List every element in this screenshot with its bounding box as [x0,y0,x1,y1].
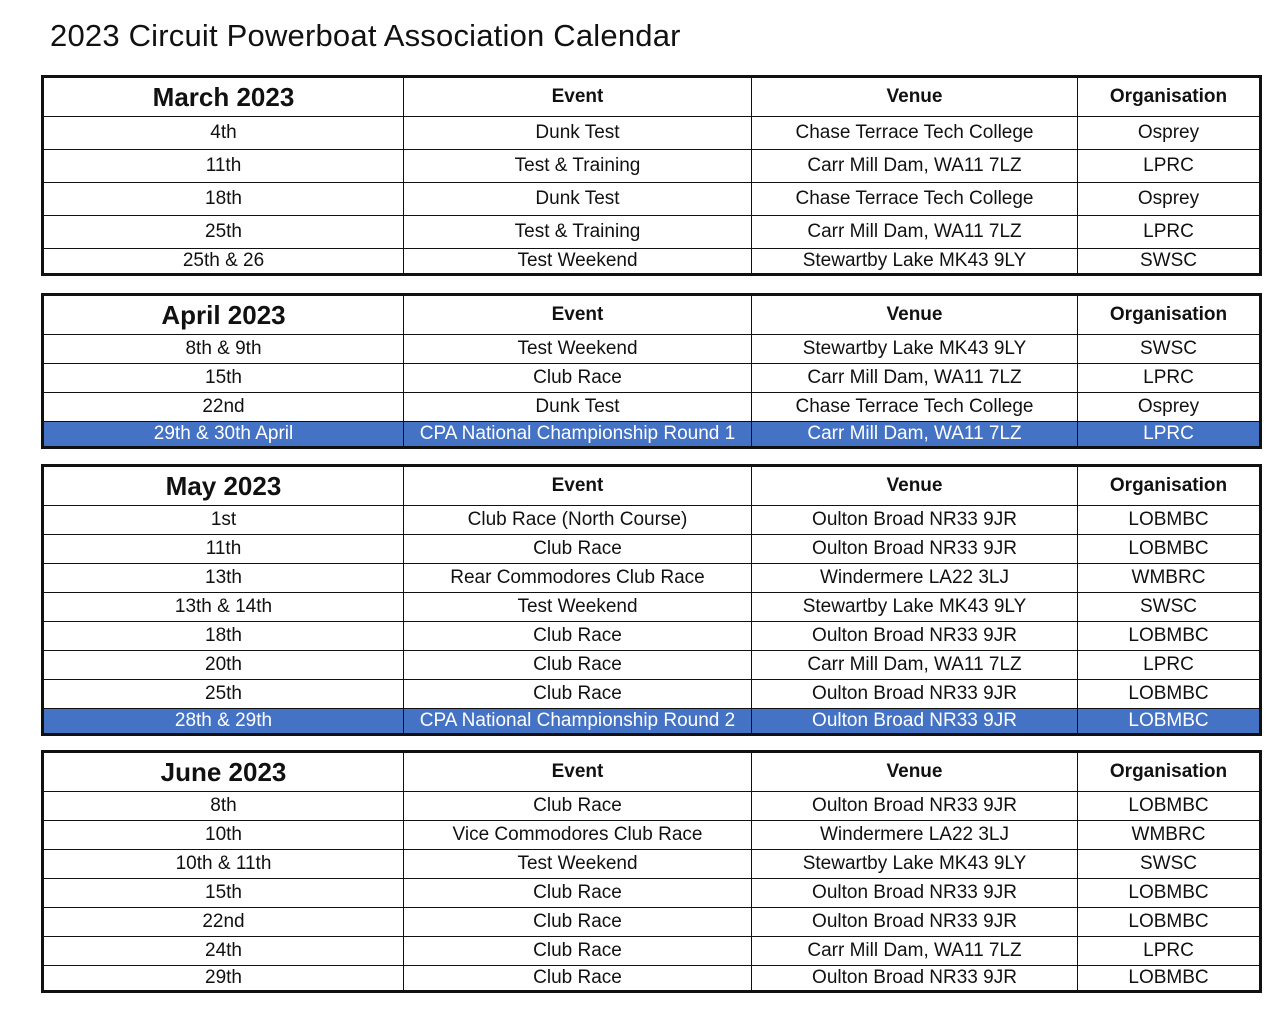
event-cell: Test & Training [404,150,752,183]
date-cell: 8th & 9th [43,335,404,364]
organisation-cell: SWSC [1078,850,1261,879]
date-cell: 29th [43,966,404,992]
date-cell: 15th [43,364,404,393]
event-cell: Club Race [404,680,752,709]
date-cell: 22nd [43,393,404,422]
organisation-cell: LOBMBC [1078,879,1261,908]
month-heading: April 2023 [43,295,404,335]
page-title: 2023 Circuit Powerboat Association Calendar [50,18,681,53]
month-table-march [41,75,1262,276]
column-header-organisation: Organisation [1078,295,1261,335]
table-row [43,535,1261,564]
event-cell: Club Race [404,364,752,393]
organisation-cell: LOBMBC [1078,908,1261,937]
organisation-cell: WMBRC [1078,564,1261,593]
venue-cell: Carr Mill Dam, WA11 7LZ [752,422,1078,448]
venue-cell: Stewartby Lake MK43 9LY [752,593,1078,622]
month-heading: May 2023 [43,466,404,506]
venue-cell: Chase Terrace Tech College [752,393,1078,422]
venue-cell: Stewartby Lake MK43 9LY [752,249,1078,275]
date-cell: 8th [43,792,404,821]
table-row [43,593,1261,622]
organisation-cell: LOBMBC [1078,622,1261,651]
organisation-cell: LPRC [1078,216,1261,249]
venue-cell: Carr Mill Dam, WA11 7LZ [752,216,1078,249]
venue-cell: Windermere LA22 3LJ [752,564,1078,593]
venue-cell: Stewartby Lake MK43 9LY [752,850,1078,879]
venue-cell: Carr Mill Dam, WA11 7LZ [752,937,1078,966]
date-cell: 24th [43,937,404,966]
event-cell: Vice Commodores Club Race [404,821,752,850]
date-cell: 10th & 11th [43,850,404,879]
organisation-cell: Osprey [1078,393,1261,422]
organisation-cell: LPRC [1078,364,1261,393]
table-header-row [43,77,1261,117]
event-cell: Club Race [404,792,752,821]
table-row [43,908,1261,937]
month-heading: March 2023 [43,77,404,117]
date-cell: 28th & 29th [43,709,404,735]
table-row [43,183,1261,216]
table-row [43,937,1261,966]
event-cell: CPA National Championship Round 1 [404,422,752,448]
column-header-event: Event [404,295,752,335]
date-cell: 11th [43,535,404,564]
event-cell: Dunk Test [404,393,752,422]
month-table-april [41,293,1262,449]
event-cell: Club Race [404,966,752,992]
table-row [43,966,1261,992]
organisation-cell: LPRC [1078,422,1261,448]
column-header-venue: Venue [752,752,1078,792]
event-cell: Club Race [404,535,752,564]
event-cell: Club Race [404,651,752,680]
date-cell: 20th [43,651,404,680]
organisation-cell: Osprey [1078,117,1261,150]
date-cell: 25th [43,216,404,249]
date-cell: 15th [43,879,404,908]
table-row [43,117,1261,150]
venue-cell: Carr Mill Dam, WA11 7LZ [752,364,1078,393]
column-header-venue: Venue [752,295,1078,335]
date-cell: 10th [43,821,404,850]
organisation-cell: LOBMBC [1078,680,1261,709]
table-row [43,506,1261,535]
date-cell: 22nd [43,908,404,937]
column-header-organisation: Organisation [1078,466,1261,506]
event-cell: Club Race [404,908,752,937]
venue-cell: Oulton Broad NR33 9JR [752,879,1078,908]
organisation-cell: LPRC [1078,937,1261,966]
venue-cell: Oulton Broad NR33 9JR [752,792,1078,821]
month-heading: June 2023 [43,752,404,792]
venue-cell: Stewartby Lake MK43 9LY [752,335,1078,364]
organisation-cell: SWSC [1078,335,1261,364]
venue-cell: Oulton Broad NR33 9JR [752,535,1078,564]
date-cell: 29th & 30th April [43,422,404,448]
event-cell: Test Weekend [404,249,752,275]
date-cell: 25th & 26 [43,249,404,275]
venue-cell: Oulton Broad NR33 9JR [752,709,1078,735]
venue-cell: Carr Mill Dam, WA11 7LZ [752,651,1078,680]
month-table-may [41,464,1262,736]
venue-cell: Oulton Broad NR33 9JR [752,622,1078,651]
table-row [43,709,1261,735]
event-cell: Test & Training [404,216,752,249]
table-row [43,564,1261,593]
column-header-event: Event [404,77,752,117]
date-cell: 11th [43,150,404,183]
table-header-row [43,752,1261,792]
venue-cell: Oulton Broad NR33 9JR [752,506,1078,535]
organisation-cell: LOBMBC [1078,506,1261,535]
venue-cell: Carr Mill Dam, WA11 7LZ [752,150,1078,183]
date-cell: 4th [43,117,404,150]
organisation-cell: LOBMBC [1078,709,1261,735]
event-cell: Test Weekend [404,335,752,364]
table-row [43,422,1261,448]
event-cell: Test Weekend [404,593,752,622]
date-cell: 18th [43,622,404,651]
organisation-cell: WMBRC [1078,821,1261,850]
table-row [43,335,1261,364]
date-cell: 25th [43,680,404,709]
organisation-cell: Osprey [1078,183,1261,216]
table-row [43,821,1261,850]
table-row [43,150,1261,183]
event-cell: Test Weekend [404,850,752,879]
venue-cell: Chase Terrace Tech College [752,183,1078,216]
table-row [43,651,1261,680]
event-cell: Rear Commodores Club Race [404,564,752,593]
event-cell: Club Race (North Course) [404,506,752,535]
table-row [43,364,1261,393]
organisation-cell: SWSC [1078,249,1261,275]
venue-cell: Oulton Broad NR33 9JR [752,908,1078,937]
table-row [43,622,1261,651]
venue-cell: Oulton Broad NR33 9JR [752,680,1078,709]
date-cell: 18th [43,183,404,216]
organisation-cell: LOBMBC [1078,966,1261,992]
column-header-organisation: Organisation [1078,77,1261,117]
column-header-venue: Venue [752,77,1078,117]
table-row [43,792,1261,821]
table-row [43,850,1261,879]
event-cell: CPA National Championship Round 2 [404,709,752,735]
date-cell: 1st [43,506,404,535]
organisation-cell: SWSC [1078,593,1261,622]
event-cell: Club Race [404,622,752,651]
column-header-event: Event [404,752,752,792]
date-cell: 13th & 14th [43,593,404,622]
organisation-cell: LOBMBC [1078,792,1261,821]
venue-cell: Windermere LA22 3LJ [752,821,1078,850]
event-cell: Club Race [404,879,752,908]
organisation-cell: LOBMBC [1078,535,1261,564]
event-cell: Club Race [404,937,752,966]
event-cell: Dunk Test [404,117,752,150]
date-cell: 13th [43,564,404,593]
table-row [43,680,1261,709]
column-header-event: Event [404,466,752,506]
table-row [43,216,1261,249]
month-table-june [41,750,1262,993]
organisation-cell: LPRC [1078,651,1261,680]
column-header-venue: Venue [752,466,1078,506]
organisation-cell: LPRC [1078,150,1261,183]
venue-cell: Chase Terrace Tech College [752,117,1078,150]
table-row [43,879,1261,908]
table-row [43,249,1261,275]
venue-cell: Oulton Broad NR33 9JR [752,966,1078,992]
table-header-row [43,466,1261,506]
table-header-row [43,295,1261,335]
event-cell: Dunk Test [404,183,752,216]
table-row [43,393,1261,422]
column-header-organisation: Organisation [1078,752,1261,792]
